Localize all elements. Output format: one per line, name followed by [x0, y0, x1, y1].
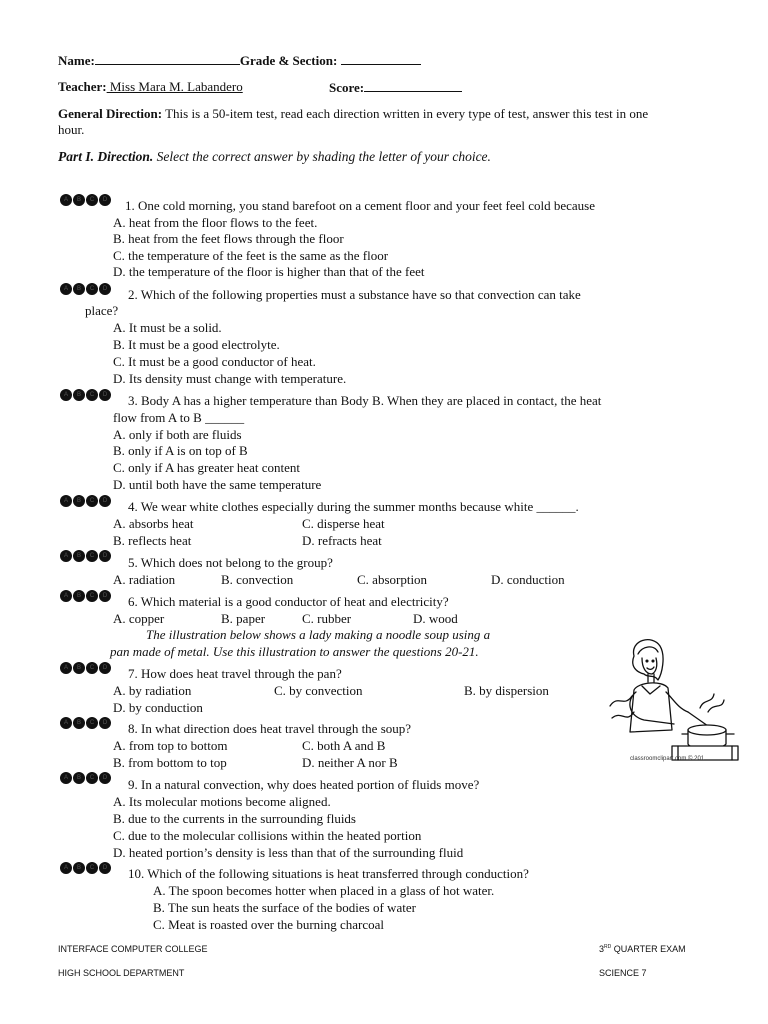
bubble-d[interactable]: D	[99, 194, 111, 206]
bubble-c[interactable]: C	[86, 772, 98, 784]
q4-stem: 4. We wear white clothes especially during the summer months because white ______.	[128, 499, 579, 514]
bubble-c[interactable]: C	[86, 283, 98, 295]
answer-bubbles-q6	[60, 590, 111, 602]
q3-choice-c: C. only if A has greater heat content	[113, 460, 301, 475]
part1-text: Select the correct answer by shading the letter of your choice.	[153, 149, 491, 164]
illustration-note-cont: pan made of metal. Use this illustration to answer the questions 20-21.	[110, 644, 479, 659]
answer-bubbles-q4	[60, 495, 111, 507]
q8-choice-b: B. from bottom to top	[113, 755, 227, 770]
bubble-c[interactable]: C	[86, 662, 98, 674]
bubble-b[interactable]: B	[73, 862, 85, 874]
name-field	[58, 52, 421, 69]
bubble-d[interactable]: D	[99, 495, 111, 507]
q1-choice-b: B. heat from the feet flows through the floor	[113, 231, 344, 246]
bubble-d[interactable]: D	[99, 717, 111, 729]
q6-stem: 6. Which material is a good conductor of heat and electricity?	[128, 594, 449, 609]
q6-choice-b: B. paper	[221, 611, 266, 626]
q7-choice-c: C. by convection	[274, 683, 363, 698]
footer-exam-label: QUARTER EXAM	[611, 944, 686, 954]
q9-choice-d: D. heated portion’s density is less than that of the surrounding fluid	[113, 845, 464, 860]
bubble-b[interactable]: B	[73, 550, 85, 562]
bubble-d[interactable]: D	[99, 550, 111, 562]
bubble-c[interactable]: C	[86, 717, 98, 729]
bubble-b[interactable]: B	[73, 194, 85, 206]
teacher-label: Teacher:	[58, 79, 107, 94]
q3-stem: 3. Body A has a higher temperature than Body B. When they are placed in contact, the heat	[128, 393, 602, 408]
q3-stem-cont: flow from A to B ______	[113, 410, 245, 425]
q1-choice-a: A. heat from the floor flows to the feet.	[113, 215, 318, 230]
q5-stem: 5. Which does not belong to the group?	[128, 555, 333, 570]
illustration-watermark: classroomclipart.com © 201	[630, 756, 705, 762]
q1-choice-c: C. the temperature of the feet is the same as the floor	[113, 248, 389, 263]
bubble-d[interactable]: D	[99, 772, 111, 784]
footer-subject: SCIENCE 7	[599, 968, 647, 978]
cooking-lady-illustration	[604, 634, 744, 774]
bubble-c[interactable]: C	[86, 550, 98, 562]
grade-label: Grade & Section:	[239, 53, 338, 68]
score-field	[329, 79, 462, 96]
q6-choice-c: C. rubber	[302, 611, 352, 626]
q8-choice-a: A. from top to bottom	[113, 738, 228, 753]
bubble-d[interactable]: D	[99, 283, 111, 295]
q3-choice-d: D. until both have the same temperature	[113, 477, 322, 492]
bubble-b[interactable]: B	[73, 495, 85, 507]
general-direction	[58, 106, 648, 122]
bubble-c[interactable]: C	[86, 590, 98, 602]
illustration-note: The illustration below shows a lady making a noodle soup using a	[146, 627, 491, 642]
bubble-b[interactable]: B	[73, 283, 85, 295]
q10-stem: 10. Which of the following situations is heat transferred through conduction?	[128, 866, 529, 881]
bubble-c[interactable]: C	[86, 389, 98, 401]
q2-choice-a: A. It must be a solid.	[113, 320, 222, 335]
bubble-c[interactable]: C	[86, 862, 98, 874]
bubble-a[interactable]: A	[60, 862, 72, 874]
q7-stem: 7. How does heat travel through the pan?	[128, 666, 342, 681]
teacher-field	[58, 79, 243, 95]
bubble-a[interactable]: A	[60, 495, 72, 507]
answer-bubbles-q3	[60, 389, 111, 401]
bubble-a[interactable]: A	[60, 717, 72, 729]
q10-choice-b: B. The sun heats the surface of the bodies of water	[153, 900, 416, 915]
teacher-name: Miss Mara M. Labandero	[106, 79, 243, 94]
q5-choice-c: C. absorption	[357, 572, 428, 587]
q10-choice-c: C. Meat is roasted over the burning charcoal	[153, 917, 385, 932]
bubble-a[interactable]: A	[60, 194, 72, 206]
q2-choice-c: C. It must be a good conductor of heat.	[113, 354, 316, 369]
answer-bubbles-q7	[60, 662, 111, 674]
answer-bubbles-q2	[60, 283, 111, 295]
footer-exam-number: 3	[599, 944, 605, 954]
q9-stem: 9. In a natural convection, why does heated portion of fluids move?	[128, 777, 480, 792]
bubble-d[interactable]: D	[99, 389, 111, 401]
name-label: Name:	[58, 53, 95, 68]
name-blank[interactable]	[95, 52, 240, 65]
footer-exam-ordinal: RD	[604, 944, 612, 950]
bubble-d[interactable]: D	[99, 862, 111, 874]
q7-choice-b: B. by dispersion	[464, 683, 549, 698]
part1-label: Part I. Direction.	[58, 149, 154, 164]
q3-choice-b: B. only if A is on top of B	[113, 443, 248, 458]
q4-choice-c: C. disperse heat	[302, 516, 385, 531]
q8-stem: 8. In what direction does heat travel through the soup?	[128, 721, 412, 736]
q8-choice-d: D. neither A nor B	[302, 755, 398, 770]
q9-choice-c: C. due to the molecular collisions within the heated portion	[113, 828, 422, 843]
general-direction-text-2: hour.	[58, 122, 85, 137]
q5-choice-b: B. convection	[221, 572, 294, 587]
q8-choice-c: C. both A and B	[302, 738, 386, 753]
bubble-a[interactable]: A	[60, 772, 72, 784]
q2-choice-d: D. Its density must change with temperature.	[113, 371, 347, 386]
bubble-b[interactable]: B	[73, 772, 85, 784]
q10-choice-a: A. The spoon becomes hotter when placed in a glass of hot water.	[153, 883, 495, 898]
bubble-b[interactable]: B	[73, 662, 85, 674]
bubble-c[interactable]: C	[86, 495, 98, 507]
q3-choice-a: A. only if both are fluids	[113, 427, 242, 442]
q2-stem: 2. Which of the following properties must a substance have so that convection can take	[128, 287, 581, 302]
answer-bubbles-q8	[60, 717, 111, 729]
q1-stem: 1. One cold morning, you stand barefoot on a cement floor and your feet feel cold because	[125, 198, 595, 213]
q5-choice-a: A. radiation	[113, 572, 176, 587]
general-direction-text: This is a 50-item test, read each direction written in every type of test, answer this test in one	[162, 106, 649, 121]
footer-department: HIGH SCHOOL DEPARTMENT	[58, 968, 185, 978]
q9-choice-a: A. Its molecular motions become aligned.	[113, 794, 331, 809]
bubble-a[interactable]: A	[60, 550, 72, 562]
q4-choice-d: D. refracts heat	[302, 533, 382, 548]
bubble-a[interactable]: A	[60, 283, 72, 295]
q4-choice-a: A. absorbs heat	[113, 516, 194, 531]
bubble-a[interactable]: A	[60, 662, 72, 674]
bubble-d[interactable]: D	[99, 662, 111, 674]
grade-blank[interactable]	[341, 52, 421, 65]
q6-choice-d: D. wood	[413, 611, 458, 626]
bubble-d[interactable]: D	[99, 590, 111, 602]
footer-exam	[599, 944, 686, 954]
q2-stem-cont: place?	[85, 303, 119, 318]
answer-bubbles-q5	[60, 550, 111, 562]
bubble-c[interactable]: C	[86, 194, 98, 206]
q9-choice-b: B. due to the currents in the surrounding fluids	[113, 811, 356, 826]
q6-choice-a: A. copper	[113, 611, 165, 626]
bubble-b[interactable]: B	[73, 717, 85, 729]
bubble-b[interactable]: B	[73, 389, 85, 401]
answer-bubbles-q9	[60, 772, 111, 784]
q5-choice-d: D. conduction	[491, 572, 565, 587]
q7-choice-d: D. by conduction	[113, 700, 203, 715]
q7-choice-a: A. by radiation	[113, 683, 192, 698]
general-direction-label: General Direction:	[58, 106, 163, 121]
footer-school: INTERFACE COMPUTER COLLEGE	[58, 944, 208, 954]
score-label: Score:	[329, 80, 365, 95]
bubble-b[interactable]: B	[73, 590, 85, 602]
part1-direction	[58, 149, 491, 165]
answer-bubbles-q1	[60, 194, 111, 206]
q2-choice-b: B. It must be a good electrolyte.	[113, 337, 280, 352]
bubble-a[interactable]: A	[60, 389, 72, 401]
score-blank[interactable]	[364, 79, 462, 92]
q4-choice-b: B. reflects heat	[113, 533, 192, 548]
q1-choice-d: D. the temperature of the floor is higher than that of the feet	[113, 264, 425, 279]
answer-bubbles-q10	[60, 862, 111, 874]
bubble-a[interactable]: A	[60, 590, 72, 602]
